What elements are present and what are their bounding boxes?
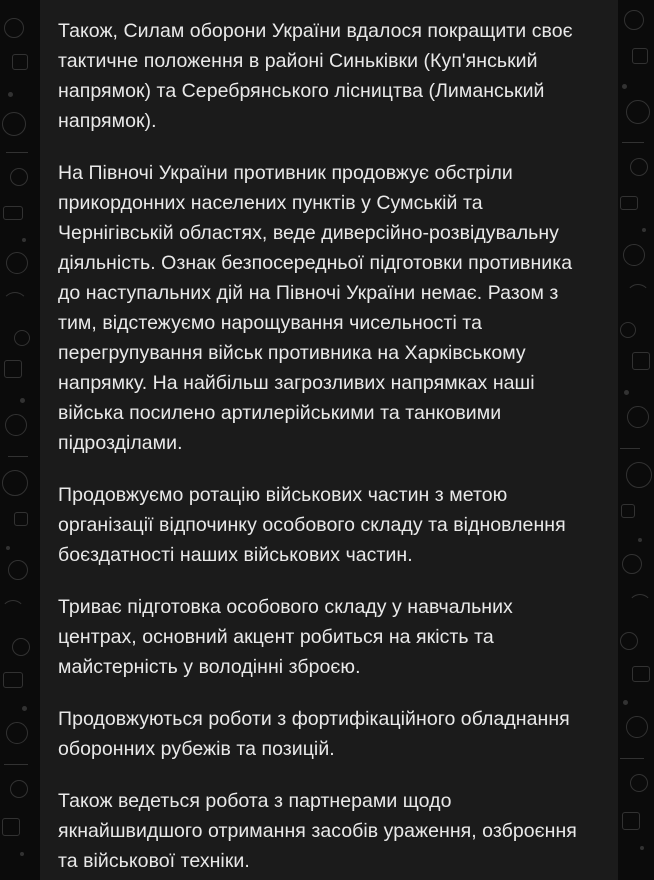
message-bubble[interactable]: [40, 0, 618, 880]
message-paragraph: Триває підготовка особового складу у навчальних центрах, основний акцент робиться на якість та майстерність у володінні зброєю.: [58, 596, 519, 678]
message-paragraph: Продовжуємо ротацію військових частин з метою організації відпочинку особового складу та відновлення боєздатності наших військових частин.: [58, 484, 572, 566]
chat-wallpaper-right: [618, 0, 654, 880]
message-paragraph: Також, Силам оборони України вдалося покращити своє тактичне положення в районі Синьківки (Куп'янський напрямок) та Серебрянського лісництва (Лиманський напрямок).: [58, 20, 579, 132]
message-paragraph: Продовжуються роботи з фортифікаційного обладнання оборонних рубежів та позицій.: [58, 708, 576, 760]
message-paragraph: На Півночі України противник продовжує обстріли прикордонних населених пунктів у Сумській та Чернігівській областях, веде диверсійно-розвідувальну діяльність. Ознак безпосередньої підготовки противника до наступальних дій на Півночі України немає. Разом з тим, відстежуємо нарощування чисельності та перегрупування військ противника на Харківському напрямку. На найбільш загрозливих напрямках наші війська посилено артилерійськими та танковими підрозділами.: [58, 162, 578, 454]
chat-wallpaper-left: [0, 0, 40, 880]
message-paragraph: Також ведеться робота з партнерами щодо якнайшвидшого отримання засобів ураження, озброєння та військової техніки.: [58, 790, 583, 872]
